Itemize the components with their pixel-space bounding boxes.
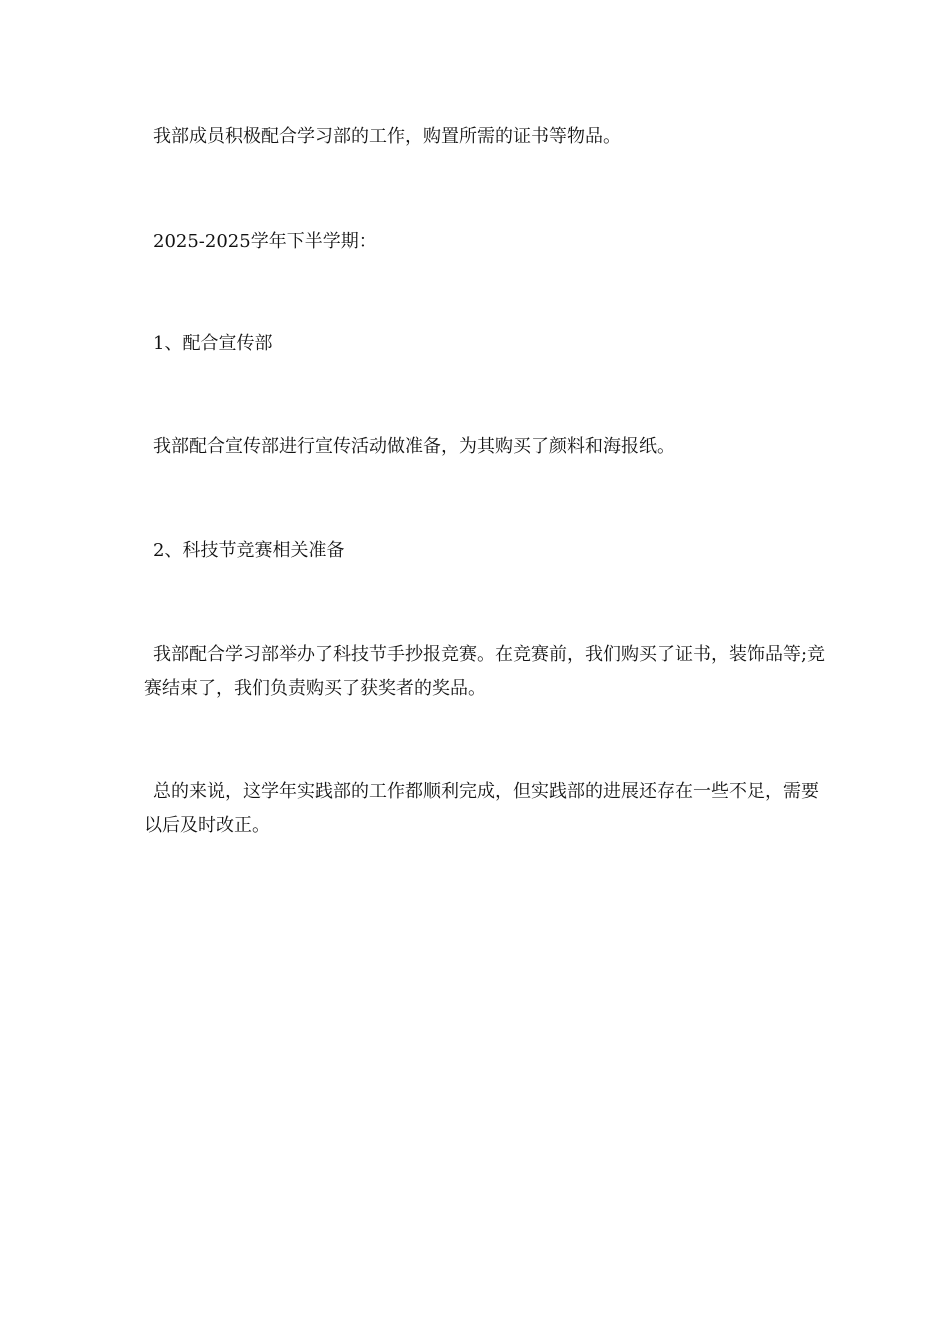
paragraph-semester-heading: [144, 225, 824, 259]
paragraph-text: 我部成员积极配合学习部的工作，购置所需的证书等物品。: [153, 126, 621, 147]
paragraph-text: 总的来说，这学年实践部的工作都顺利完成，但实践部的进展还存在一些不足，需要以后及时改正。: [144, 781, 819, 836]
paragraph-text: 我部配合学习部举办了科技节手抄报竞赛。在竞赛前，我们购买了证书，装饰品等;竞赛结束了，我们负责购买了获奖者的奖品。: [144, 644, 826, 699]
paragraph-text: 2025-2025学年下半学期：: [153, 231, 377, 252]
paragraph-text: 我部配合宣传部进行宣传活动做准备，为其购买了颜料和海报纸。: [153, 436, 675, 457]
section-heading-publicity: [144, 327, 824, 361]
section-heading-tech-festival: [144, 534, 824, 568]
paragraph-text: 1、配合宣传部: [153, 333, 273, 354]
paragraph-publicity-support: [144, 430, 824, 464]
paragraph-tech-festival-competition: [144, 638, 834, 706]
paragraph-purchase-certificates: [144, 120, 824, 154]
paragraph-summary: [144, 775, 834, 843]
paragraph-text: 2、科技节竞赛相关准备: [153, 540, 345, 561]
